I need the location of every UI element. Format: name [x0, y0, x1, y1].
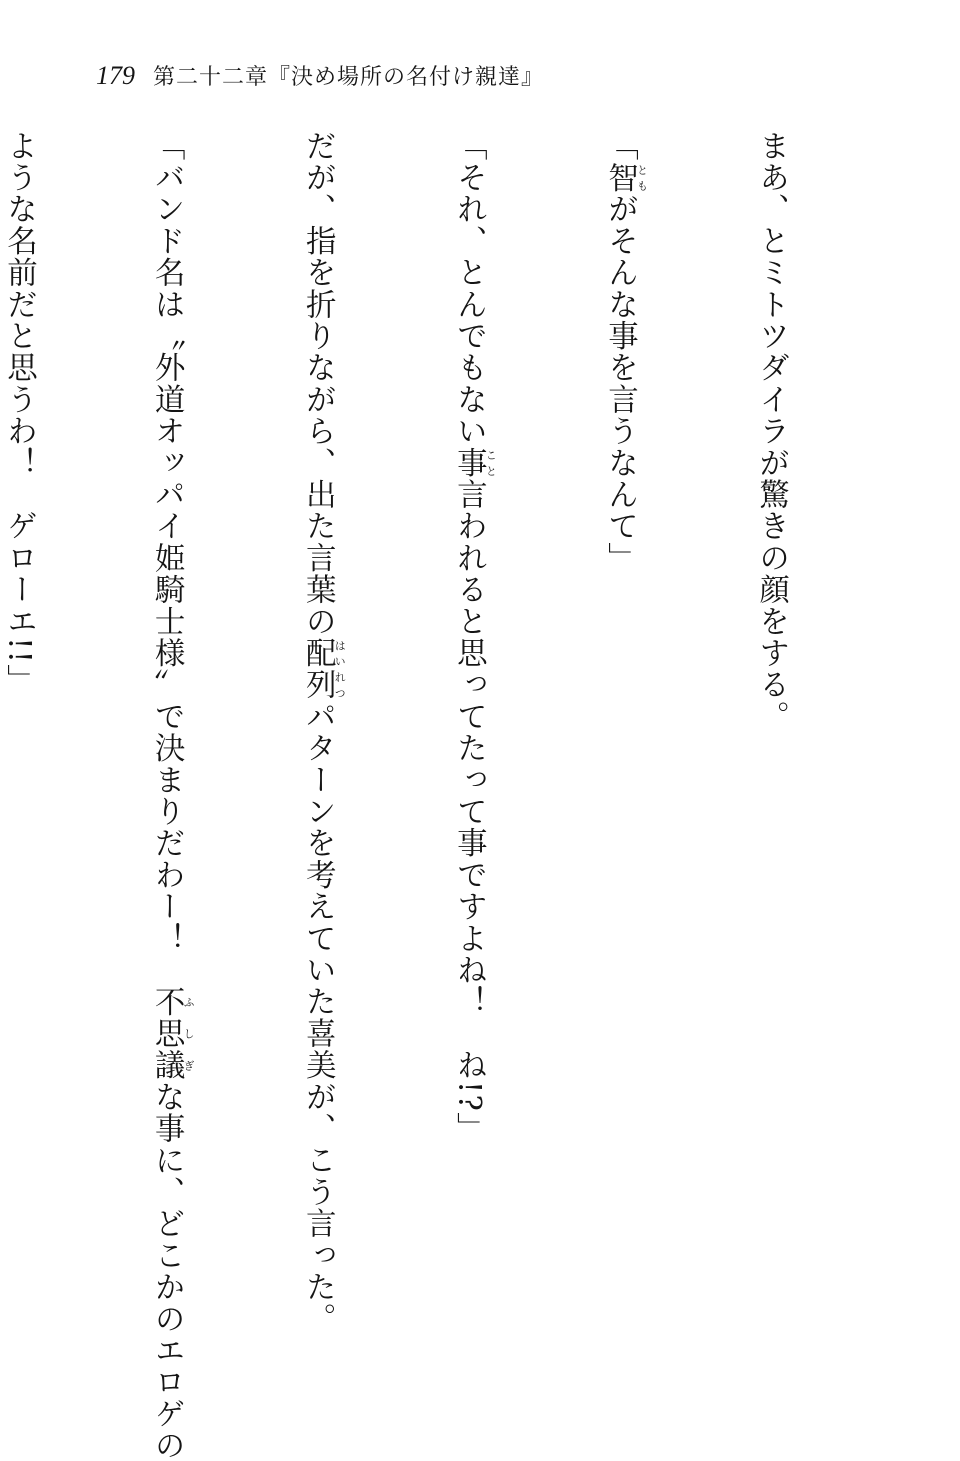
chapter-title: 第二十二章『決め場所の名付け親達』 [153, 65, 545, 90]
ruby-reading: ふしぎ [182, 985, 196, 1081]
text-line: だが、指を折りながら、出た言葉の配列はいれつパターンを考えていた喜美が、こう言った。 [300, 130, 347, 1335]
ruby-reading: とも [635, 161, 649, 194]
page-number: 179 [96, 61, 135, 90]
text-line: 「智ともがそんな事を言うなんて」 [602, 130, 649, 574]
text-line: ような名前だと思うわ！ ゲローエ!!」 [1, 130, 37, 696]
ruby-word: 事こと [451, 447, 498, 479]
page-header [96, 60, 544, 94]
ruby-reading: こと [484, 447, 498, 479]
text-line: 「それ、とんでもない事こと言われると思ってたって事ですよね！ ね!?」 [451, 130, 498, 1144]
ruby-reading: はいれつ [333, 637, 347, 701]
ruby-word: 配列はいれつ [300, 637, 347, 701]
ruby-word: 不思議ふしぎ [149, 985, 196, 1082]
ruby-word: 智とも [602, 161, 649, 194]
body-text [0, 130, 894, 1461]
text-line: 「バンド名は〝外道オッパイ姫騎士様〟で決まりだわー！ 不思議ふしぎな事に、どこかのエロゲの [149, 130, 196, 1461]
text-line: まあ、とミトツダイラが驚きの顔をする。 [753, 130, 789, 733]
